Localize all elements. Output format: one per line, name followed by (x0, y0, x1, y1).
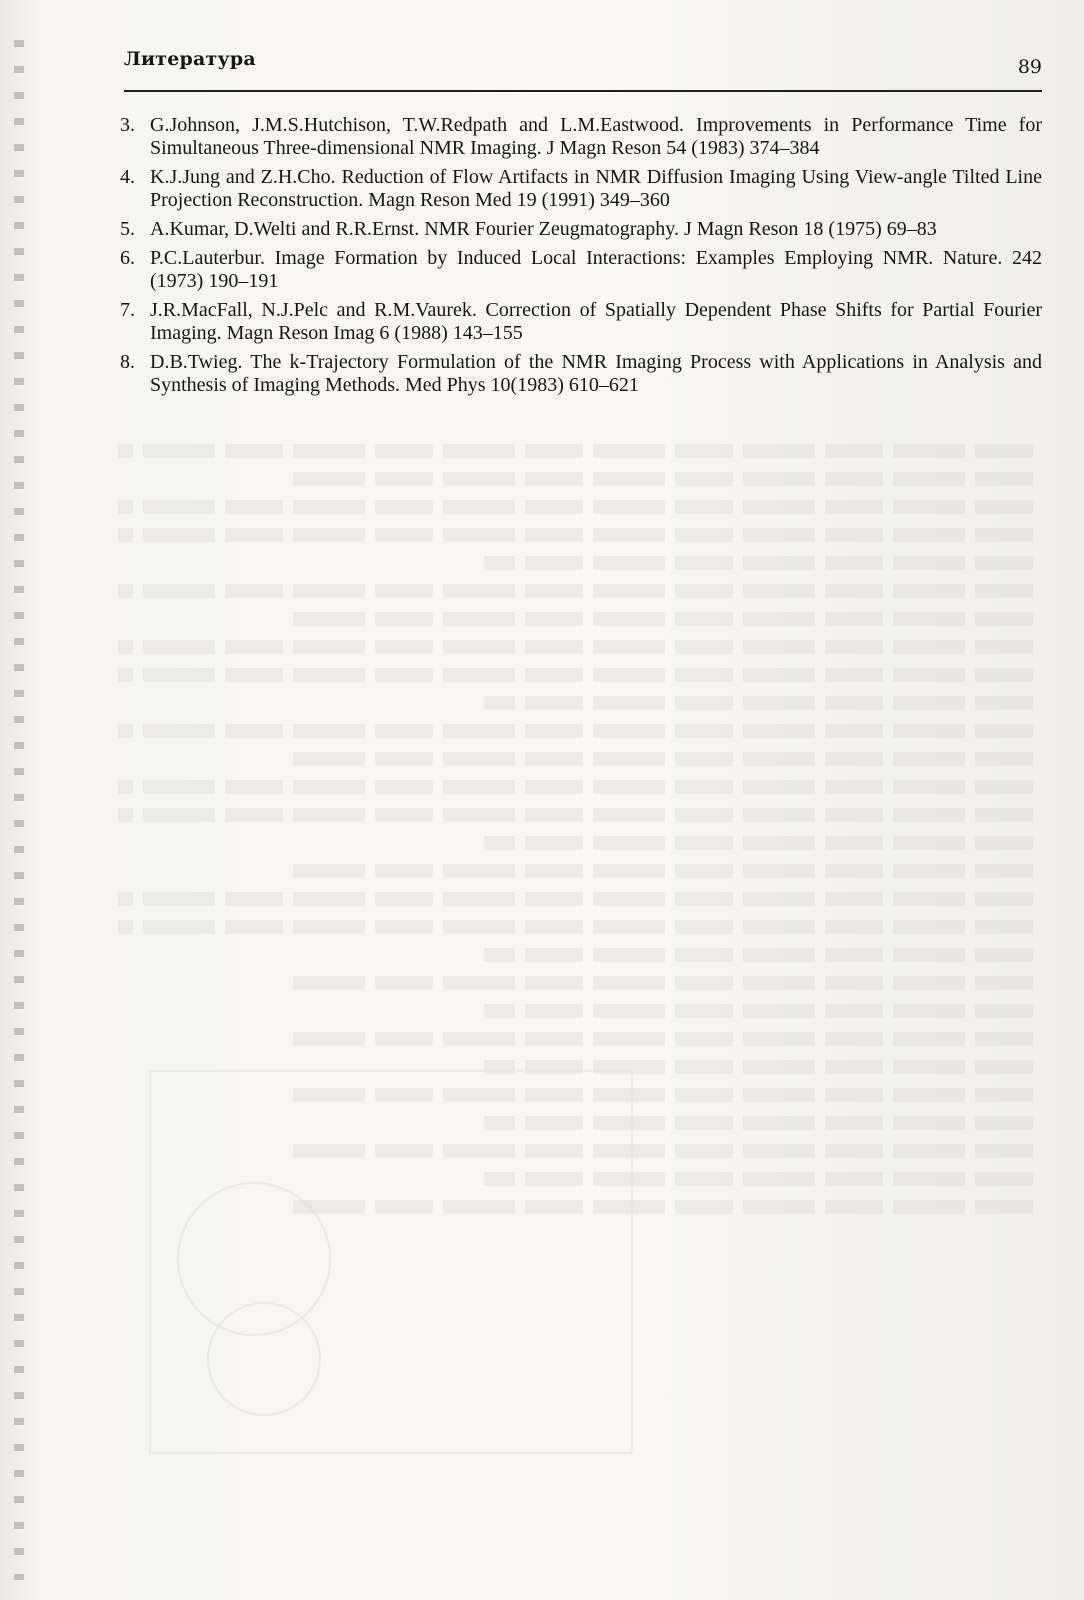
reference-text: D.B.Twieg. The k-Trajectory Formulation of the NMR Imaging Process with Applications in Analysis and Synthesis of Imaging Methods. Med Phys 10(1983) 610–621 (150, 351, 1042, 396)
reference-text: J.R.MacFall, N.J.Pelc and R.M.Vaurek. Correction of Spatially Dependent Phase Shifts for Partial Fourier Imaging. Magn Reson Imag 6 (1988) 143–155 (150, 299, 1042, 344)
reference-number: 8. (120, 351, 135, 373)
bleed-through-background (118, 430, 1033, 1560)
reference-text: A.Kumar, D.Welti and R.R.Ernst. NMR Fourier Zeugmatography. J Magn Reson 18 (1975) 69–83 (150, 218, 937, 240)
reference-item (120, 247, 1042, 293)
reference-number: 5. (120, 218, 135, 240)
bleed-through-figure (149, 1070, 633, 1454)
reference-item (120, 351, 1042, 397)
reference-number: 6. (120, 247, 135, 269)
page-header (124, 46, 1042, 92)
reference-text: P.C.Lauterbur. Image Formation by Induced Local Interactions: Examples Employing NMR. Nature. 242 (1973) 190–191 (150, 247, 1042, 292)
reference-text: G.Johnson, J.M.S.Hutchison, T.W.Redpath and L.M.Eastwood. Improvements in Performance Time for Simultaneous Three-dimensional NMR Imaging. J Magn Reson 54 (1983) 374–384 (150, 114, 1042, 159)
reference-text: K.J.Jung and Z.H.Cho. Reduction of Flow Artifacts in NMR Diffusion Imaging Using View-angle Tilted Line Projection Reconstruction. Magn Reson Med 19 (1991) 349–360 (150, 166, 1042, 211)
reference-item (120, 218, 1042, 241)
reference-item (120, 114, 1042, 160)
reference-number: 3. (120, 114, 135, 136)
reference-number: 4. (120, 166, 135, 188)
binding-edge (14, 40, 24, 1580)
page-number: 89 (1017, 56, 1042, 78)
reference-item (120, 299, 1042, 345)
reference-item (120, 166, 1042, 212)
reference-number: 7. (120, 299, 135, 321)
section-title: Литература (124, 48, 256, 70)
reference-list (120, 114, 1042, 403)
